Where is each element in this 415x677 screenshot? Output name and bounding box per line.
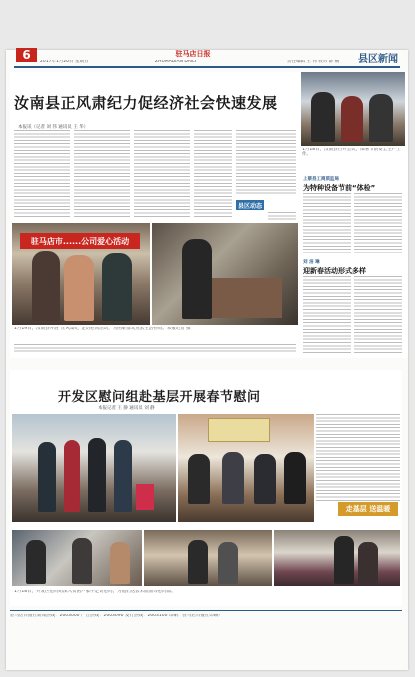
date-line: 2017年1月20日 星期五 — [40, 60, 89, 64]
photo-figure — [311, 92, 335, 142]
sidebar-headline-2: 迎新春活动形式多样 — [303, 267, 366, 275]
story1-col3 — [134, 130, 190, 218]
photo-poster — [208, 418, 270, 442]
photo-figure — [102, 253, 132, 321]
story1-caption — [14, 327, 294, 343]
photo-figure — [254, 454, 276, 504]
photo-figure — [64, 255, 94, 321]
story1-photo-right — [152, 223, 298, 325]
story2-photo-4 — [144, 530, 272, 586]
photo-figure — [369, 94, 393, 142]
sidebar-text-1b — [354, 193, 402, 253]
photo-figure — [341, 96, 363, 142]
story2-caption — [14, 590, 398, 602]
photo-figure — [188, 454, 210, 504]
story1-col2 — [74, 130, 130, 218]
photo-figure — [72, 538, 92, 584]
editor-line: 责任编辑 王 伟 校对 薛 楠 — [287, 60, 340, 64]
sidebar-text-1a — [303, 193, 351, 253]
photo-figure — [284, 452, 306, 504]
sidebar-text-2a — [303, 276, 351, 354]
photo-figure — [88, 438, 106, 512]
story1-col1 — [14, 130, 70, 218]
story2-byline: 本报记者 王 静 通讯员 刘 静 — [98, 406, 155, 411]
section-title: 县区新闻 — [358, 54, 398, 65]
header-rule — [14, 66, 400, 68]
photo-figure — [358, 542, 378, 584]
story2-text — [316, 414, 400, 502]
photo-figure — [218, 542, 238, 584]
footer-rule — [10, 610, 402, 611]
story1-col4 — [194, 130, 232, 218]
story1-photo-left — [12, 223, 150, 325]
story1-caption-text: 1月19日，汝南县开展“正风肃纪”走访慰问活动，为困难群众送去生活物资。本报记者 摄 — [14, 327, 191, 331]
story2-photo-5 — [274, 530, 400, 586]
footer-line: 驻马店日报社新闻热线：2603000 广告热线：2603090 发行热线：2603100 印刷：驻马店日报社印刷厂 — [10, 614, 223, 618]
story2-photo-2 — [178, 414, 314, 522]
photo-suitcase — [136, 484, 154, 510]
masthead-subtitle: ZHUMADIAN DAILY — [155, 60, 197, 64]
photo-figure — [182, 239, 212, 319]
sidebar-caption-text: 1月18日，汝南县召开会议，部署节前安全生产工作。 — [302, 148, 401, 157]
photo-banner: 驻马店市......公司爱心活动 — [20, 233, 140, 249]
photo-figure — [26, 540, 46, 584]
sidebar-tag: 县区动态 — [236, 200, 264, 210]
sidebar-text-2b — [354, 276, 402, 354]
photo-figure — [64, 440, 80, 512]
story1-col5b — [268, 212, 296, 220]
story2-side-tag: 走基层 送温暖 — [338, 502, 398, 516]
sidebar-photo — [301, 72, 405, 146]
story2-photo-3 — [12, 530, 142, 586]
story1-col5 — [236, 130, 296, 196]
sidebar-kicker-1: 上蔡县工商质监局 — [303, 177, 339, 182]
photo-figure — [110, 542, 130, 584]
sidebar-caption — [302, 148, 402, 162]
photo-figure — [114, 440, 132, 512]
story2-caption-text: 1月18日，开发区慰问组深入贫困户家中走访慰问，为他们送去米面油等慰问品。 — [14, 590, 176, 594]
page-number: 6 — [16, 48, 37, 62]
story2-photo-1 — [12, 414, 176, 522]
photo-figure — [38, 442, 56, 512]
photo-figure — [188, 540, 208, 584]
story1-byline: 本报讯（记者 刘 伟 通讯员 王 华） — [18, 125, 89, 130]
sidebar-kicker-2: 刘 洁 琳 — [303, 260, 320, 265]
sidebar-headline-1: 为特种设备节前“体检” — [303, 184, 376, 192]
photo-figure — [32, 251, 60, 321]
photo-figure — [222, 452, 244, 504]
photo-figure — [334, 536, 354, 584]
masthead: 驻马店日报 — [175, 49, 211, 58]
story1-tail-text — [14, 344, 296, 354]
story2-headline: 开发区慰问组赴基层开展春节慰问 — [58, 390, 261, 405]
story1-headline: 汝南县正风肃纪力促经济社会快速发展 — [14, 94, 278, 112]
